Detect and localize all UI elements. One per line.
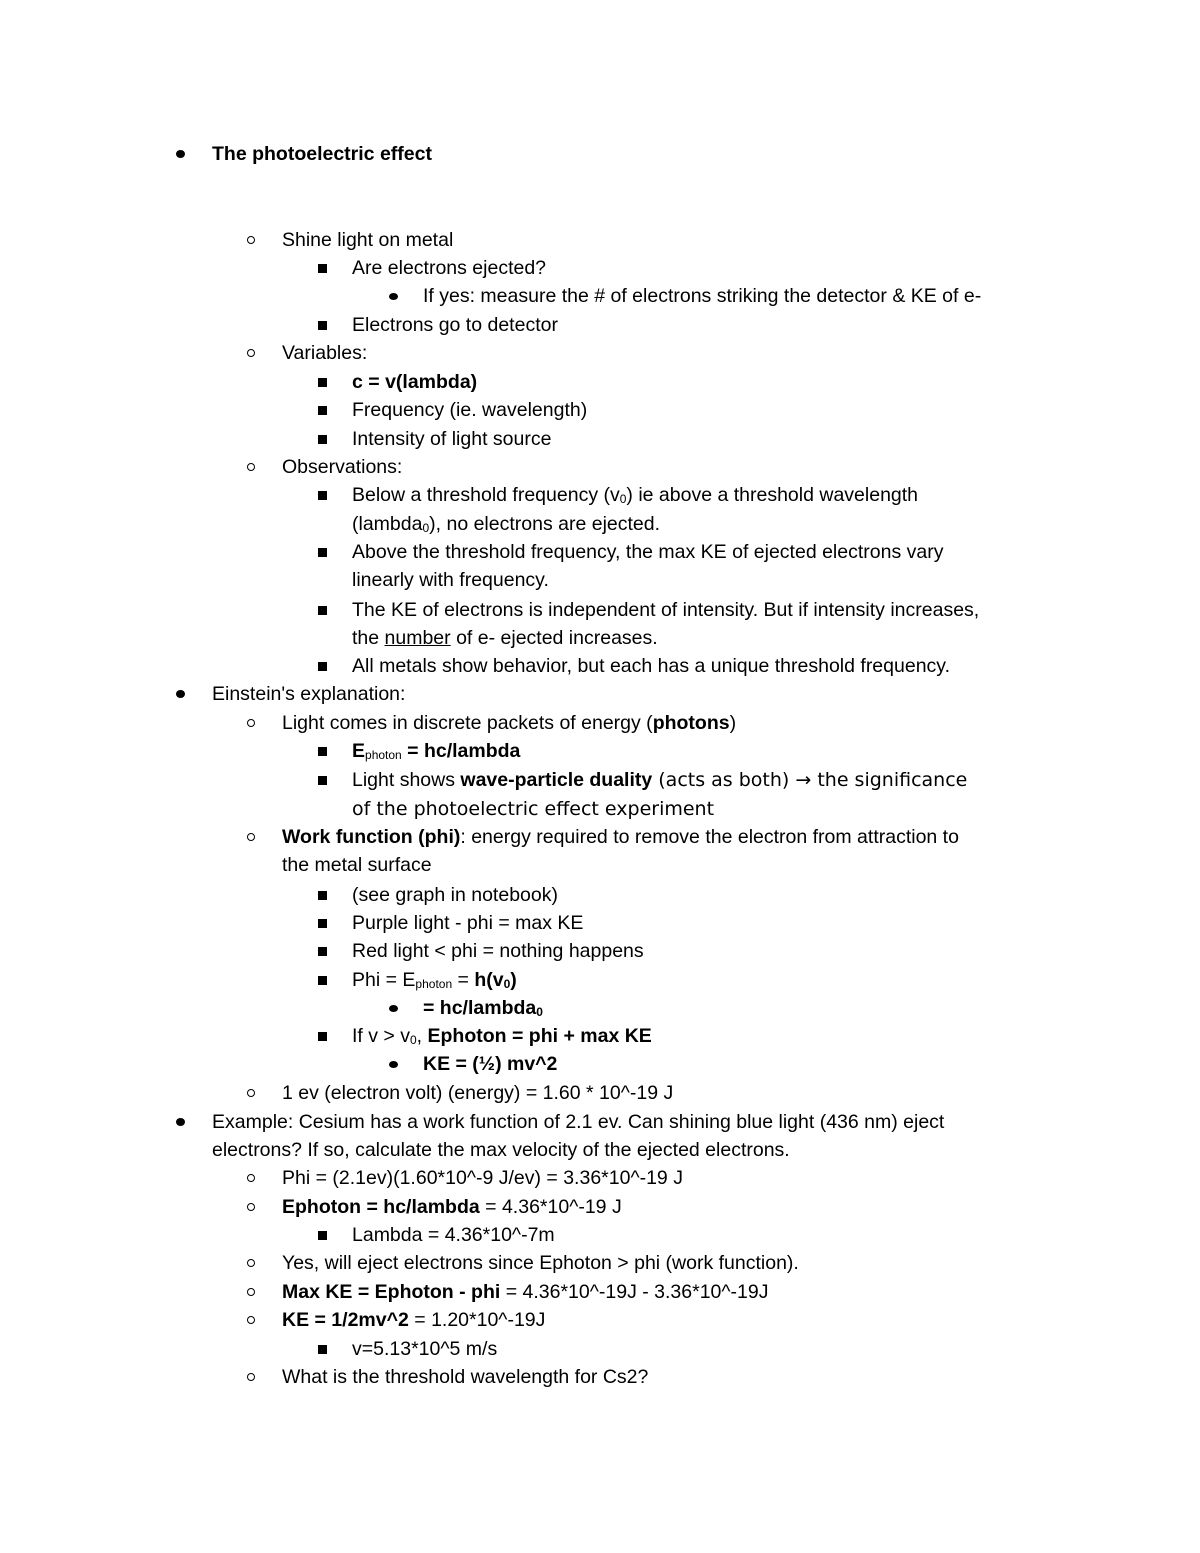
list-item-continuation: electrons? If so, calculate the max velocity of the ejected electrons. (212, 1139, 790, 1161)
list-item-continuation: (lambda0), no electrons are ejected. (352, 513, 661, 535)
list-item-continuation: the metal surface (282, 854, 432, 876)
page-title: The photoelectric effect (212, 143, 432, 165)
list-item-continuation: the number of e- ejected increases. (352, 627, 658, 649)
list-item-continuation: of the photoelectric effect experiment (352, 798, 715, 820)
list-item-continuation: linearly with frequency. (352, 569, 549, 591)
